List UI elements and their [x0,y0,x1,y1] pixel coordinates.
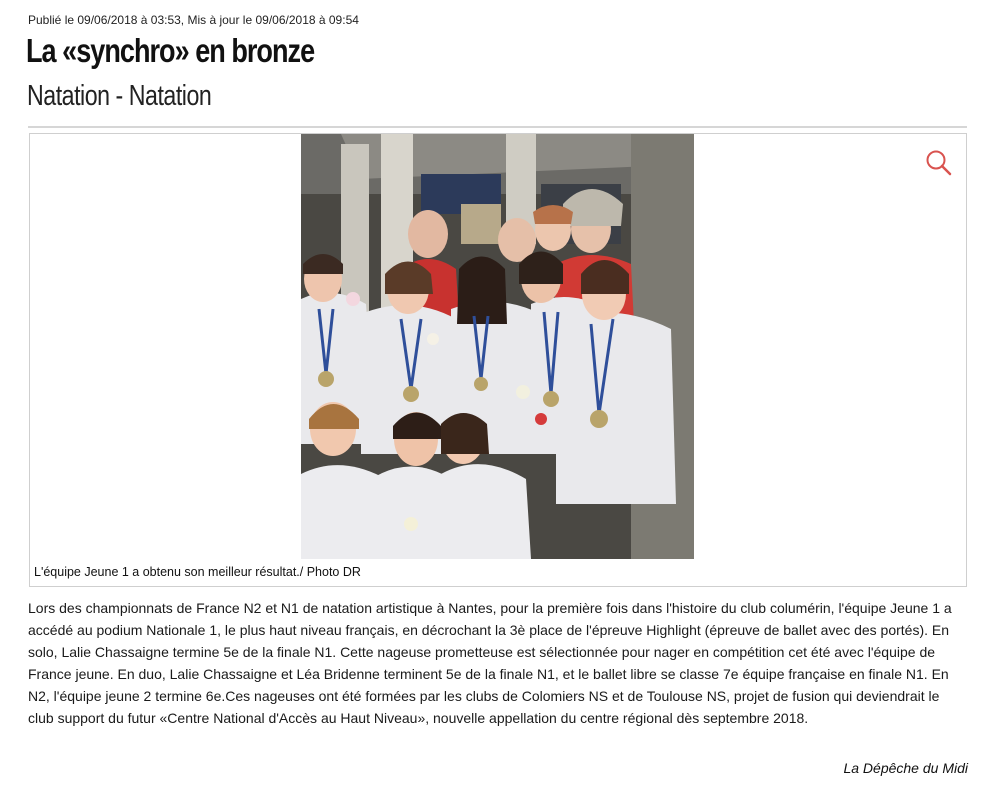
article-title: La «synchro» en bronze [26,32,315,69]
header-divider [28,126,967,128]
magnifier-icon[interactable] [924,148,954,178]
photo-caption: L'équipe Jeune 1 a obtenu son meilleur résultat./ Photo DR [34,565,361,579]
photo-frame [29,133,967,587]
team-photo[interactable] [301,134,694,559]
team-photo-illustration [301,134,694,559]
publication-meta: Publié le 09/06/2018 à 03:53, Mis à jour le 09/06/2018 à 09:54 [28,13,359,27]
article-body: Lors des championnats de France N2 et N1 de natation artistique à Nantes, pour la première fois dans l'histoire du club columérin, l'équipe Jeune 1 a accédé au podium Nationale 1, le plus haut niveau français, en décrochant la 3è place de l'épreuve Highlight (épreuve de ballet avec des portés). En solo, Lalie Chassaigne termine 5e de la finale N1. Cette nageuse prometteuse est sélectionnée pour nager en compétition cet été avec l'équipe de France jeune. En duo, Lalie Chassaigne et Léa Bridenne terminent 5e de la finale N1, et le ballet libre se classe 7e équipe française en finale N1. En N2, l'équipe jeune 2 termine 6e.Ces nageuses ont été formées par les clubs de Colomiers NS et de Toulouse NS, projet de fusion qui deviendrait le club support du futur «Centre National d'Accès au Haut Niveau», nouvelle appellation du centre régional dès septembre 2018. [28,600,952,726]
article-rubric[interactable]: Natation - Natation [27,80,212,112]
article-source: La Dépêche du Midi [843,760,968,776]
